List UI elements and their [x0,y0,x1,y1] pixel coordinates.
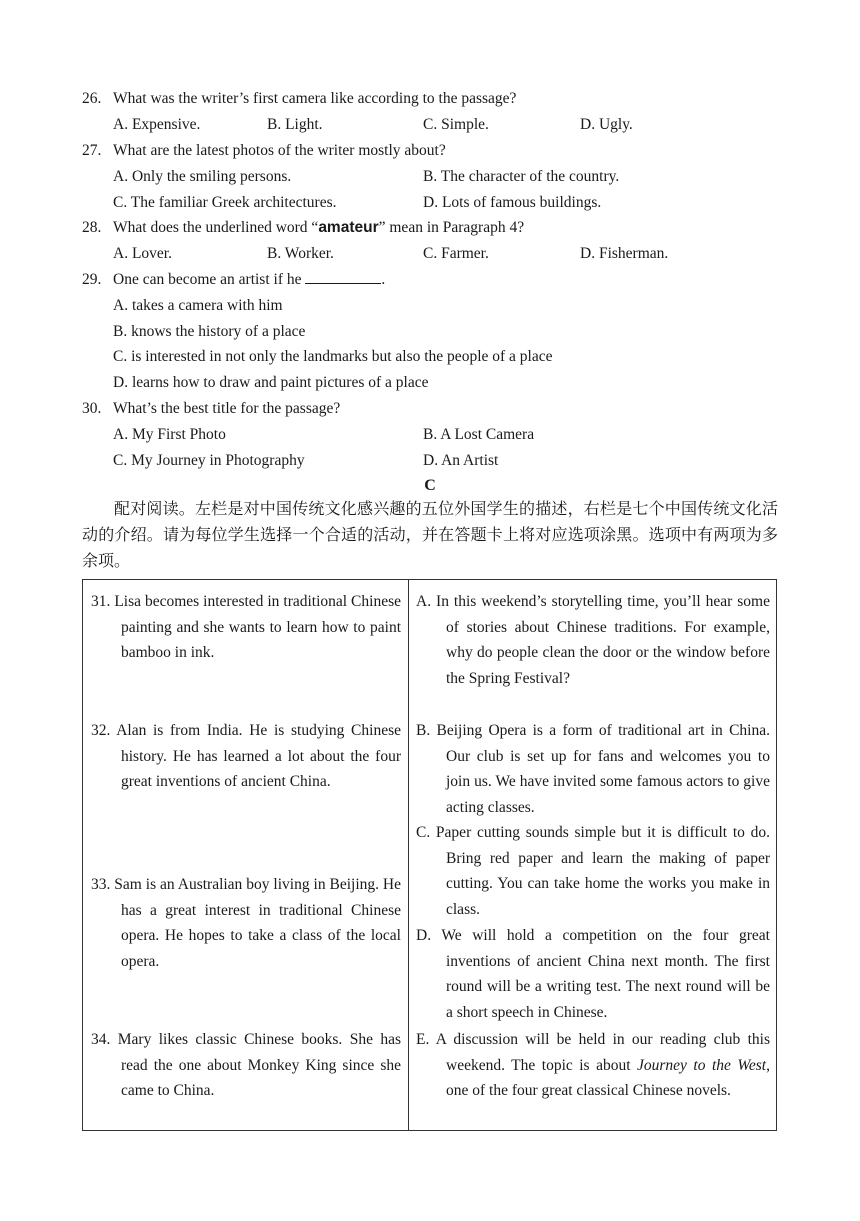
student-item-32: 32. Alan is from India. He is studying Chinese history. He has learned a lot about the four great inventions of ancient China. [91,722,401,791]
question-text-before: What does the underlined word “ [113,219,319,236]
option-a: A. Lover. [113,245,172,262]
question-text-stem: One can become an artist if he [113,271,302,288]
student-item-33: 33. Sam is an Australian boy living in Beijing. He has a great interest in traditional Chinese opera. He hopes to take a class of the local opera. [91,876,401,971]
option-a: A. Expensive. [113,116,201,133]
answer-blank [305,267,381,284]
option-c: C. Simple. [423,116,489,133]
option-a: A. My First Photo [113,426,226,443]
question-number: 30. [82,400,102,417]
question-text-end: . [381,271,386,288]
student-item-34: 34. Mary likes classic Chinese books. She has read the one about Monkey King since she came to China. [91,1031,401,1100]
question-text [113,215,524,241]
matching-table [82,579,777,1131]
question-text: What was the writer’s first camera like according to the passage? [113,90,517,107]
instructions-text: 配对阅读。左栏是对中国传统文化感兴趣的五位外国学生的描述，右栏是七个中国传统文化活动的介绍。请为每位学生选择一个合适的活动，并在答题卡上将对应选项涂黑。选项中有两项为多余项。 [82,501,778,570]
option-d: D. Ugly. [580,116,633,133]
activity-item-a: A. In this weekend’s storytelling time, you’ll hear some of stories about Chinese traditions. For example, why do people clean the door or the window before the Spring Festival? [416,593,770,688]
book-title: Journey to the West [637,1056,767,1074]
section-instructions [82,497,778,575]
question-text: What are the latest photos of the writer mostly about? [113,142,446,159]
activity-e-text-after: , one of the four great classical Chinese novels. [446,1056,770,1100]
option-d: D. An Artist [423,452,499,469]
activity-item-e [416,1027,770,1104]
option-d: D. Lots of famous buildings. [423,194,602,211]
option-b: B. Light. [267,116,323,133]
question-number: 27. [82,142,102,159]
question-number: 26. [82,90,102,107]
question-number: 29. [82,271,102,288]
option-c: C. is interested in not only the landmarks but also the people of a place [113,348,553,365]
activity-item-d: D. We will hold a competition on the four great inventions of ancient China next month. The first round will be a writing test. The next round will be a short speech in Chinese. [416,927,770,1022]
option-a: A. takes a camera with him [113,297,283,314]
student-item-31: 31. Lisa becomes interested in traditional Chinese painting and she wants to learn how to paint bamboo in ink. [91,593,401,662]
question-text [113,267,385,293]
section-heading: C [424,477,436,494]
column-divider [408,580,409,1130]
activity-item-c: C. Paper cutting sounds simple but it is difficult to do. Bring red paper and learn the making of paper cutting. You can take home the works you make in class. [416,824,770,919]
option-b: B. A Lost Camera [423,426,535,443]
option-a: A. Only the smiling persons. [113,168,292,185]
option-c: C. The familiar Greek architectures. [113,194,337,211]
option-d: D. learns how to draw and paint pictures of a place [113,374,429,391]
option-d: D. Fisherman. [580,245,669,262]
question-number: 28. [82,219,102,236]
activity-item-b: B. Beijing Opera is a form of traditional art in China. Our club is set up for fans and welcomes you to join us. We have invited some famous actors to give acting classes. [416,722,770,817]
activity-e-text-before: E. A discussion will be held in our reading club this weekend. The topic is about [416,1031,770,1074]
underlined-word: amateur [318,219,379,236]
question-text-after: ” mean in Paragraph 4? [378,219,525,236]
option-b: B. knows the history of a place [113,323,306,340]
question-text: What’s the best title for the passage? [113,400,341,417]
option-c: C. Farmer. [423,245,489,262]
option-b: B. The character of the country. [423,168,620,185]
option-c: C. My Journey in Photography [113,452,305,469]
option-b: B. Worker. [267,245,334,262]
